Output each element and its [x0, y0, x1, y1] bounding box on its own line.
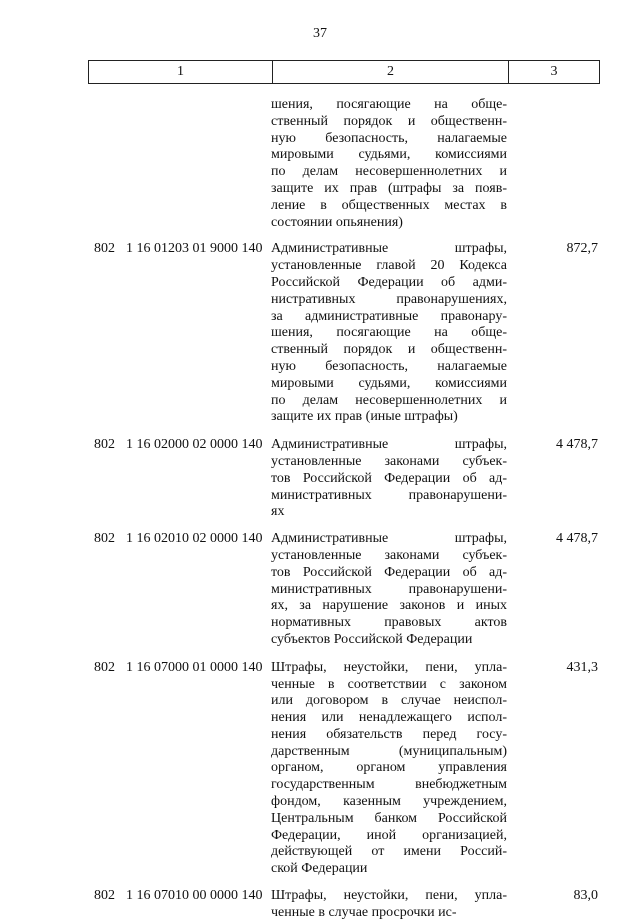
table-row [88, 437, 600, 521]
classification-code: 1 16 01203 01 9000 140 [126, 241, 263, 257]
description-line: ях, за нарушение законов и иных [271, 598, 507, 614]
description-cell [271, 97, 507, 231]
amount-cell: 83,0 [573, 888, 598, 904]
description-line: мировыми судьями, комиссиями [271, 375, 507, 391]
amount-cell: 431,3 [566, 659, 598, 675]
amount-cell: 4 478,7 [556, 531, 598, 547]
administrator-code: 802 [94, 888, 115, 904]
header-col-3: 3 [508, 61, 599, 83]
description-line: защите их прав (штрафы за появ- [271, 180, 507, 196]
description-line: Центральным банком Российской [271, 810, 507, 826]
description-line: ченные в соответствии с законом [271, 676, 507, 692]
description-cell [271, 660, 507, 878]
description-line: ственный порядок и общественн- [271, 113, 507, 129]
header-col-2: 2 [272, 61, 508, 83]
description-line: ную безопасность, налагаемые [271, 130, 507, 146]
budget-code-cell [88, 437, 271, 521]
description-line: защите их прав (иные штрафы) [271, 409, 458, 425]
classification-code: 1 16 02000 02 0000 140 [126, 437, 263, 453]
description-line: нения или ненадлежащего испол- [271, 710, 507, 726]
description-line: Административные штрафы, [271, 241, 507, 257]
description-line: установленные главой 20 Кодекса [271, 258, 507, 274]
description-line: субъектов Российской Федерации [271, 631, 473, 647]
table-row [88, 97, 600, 231]
description-line: нистративных правонарушениях, [271, 291, 507, 307]
amount-cell: 872,7 [566, 241, 598, 257]
administrator-code: 802 [94, 531, 115, 547]
description-line: мировыми судьями, комиссиями [271, 147, 507, 163]
description-line: тов Российской Федерации об ад- [271, 564, 507, 580]
classification-code: 1 16 07010 00 0000 140 [126, 888, 263, 904]
description-line: министративных правонарушени- [271, 487, 507, 503]
description-line: шения, посягающие на обще- [271, 325, 507, 341]
classification-code: 1 16 07000 01 0000 140 [126, 659, 263, 675]
budget-code-cell [88, 531, 271, 649]
description-line: или договором в случае неиспол- [271, 693, 507, 709]
description-line: ской Федерации [271, 861, 368, 877]
description-line: состоянии опьянения) [271, 214, 403, 230]
page-number: 37 [313, 26, 327, 41]
description-line: министративных правонарушени- [271, 581, 507, 597]
amount-cell: 4 478,7 [556, 437, 598, 453]
description-line: Административные штрафы, [271, 531, 507, 547]
description-line: Штрафы, неустойки, пени, упла- [271, 888, 507, 904]
table-row [88, 531, 600, 649]
description-line: Штрафы, неустойки, пени, упла- [271, 659, 507, 675]
description-line: тов Российской Федерации об ад- [271, 470, 507, 486]
header-col-1: 1 [177, 64, 184, 79]
administrator-code: 802 [94, 659, 115, 675]
description-line: государственным внебюджетным [271, 777, 507, 793]
description-cell [271, 241, 507, 426]
description-line: установленные законами субъек- [271, 547, 507, 563]
description-line: дарственным (муниципальным) [271, 743, 507, 759]
description-line: по делам несовершеннолетних и [271, 164, 507, 180]
description-line: Российской Федерации об адми- [271, 274, 507, 290]
description-cell [271, 437, 507, 521]
description-line: нормативных правовых актов [271, 615, 507, 631]
table-body [88, 87, 600, 922]
description-line: шения, посягающие на обще- [271, 97, 507, 112]
budget-code-cell [88, 97, 271, 231]
administrator-code: 802 [94, 241, 115, 257]
amount-cell [507, 97, 600, 231]
description-line: ях [271, 504, 285, 520]
description-line: действующей от имени Россий- [271, 844, 507, 860]
description-line: Административные штрафы, [271, 437, 507, 453]
description-line: ченные в случае просрочки ис- [271, 904, 457, 920]
description-line: фондом, казенным учреждением, [271, 794, 507, 810]
budget-code-cell [88, 660, 271, 878]
table-header [88, 60, 600, 84]
budget-code-cell [88, 241, 271, 426]
administrator-code: 802 [94, 437, 115, 453]
classification-code: 1 16 02010 02 0000 140 [126, 531, 263, 547]
description-line: за административные правонару- [271, 308, 507, 324]
description-line: ную безопасность, налагаемые [271, 358, 507, 374]
description-line: Федерации, иной организацией, [271, 827, 507, 843]
table-row [88, 660, 600, 878]
table-row [88, 241, 600, 426]
description-line: установленные законами субъек- [271, 453, 507, 469]
description-line: нения обязательств перед госу- [271, 726, 507, 742]
description-line: по делам несовершеннолетних и [271, 392, 507, 408]
description-line: ление в общественных местах в [271, 197, 507, 213]
description-line: ственный порядок и общественн- [271, 342, 507, 358]
description-line: органом, органом управления [271, 760, 507, 776]
description-cell [271, 531, 507, 649]
